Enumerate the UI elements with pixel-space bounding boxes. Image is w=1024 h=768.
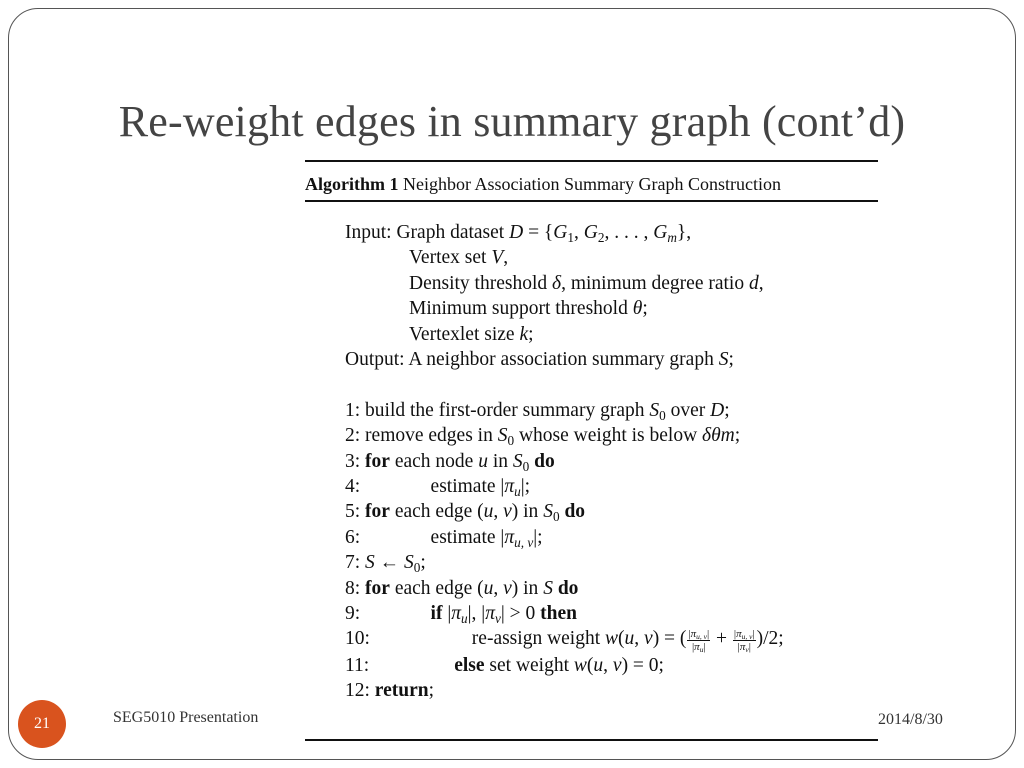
step-7: 7: S ← $S_0$; bbox=[345, 552, 426, 576]
step-2: 2: remove edges in $S_0$ whose weight is below δθm; bbox=[345, 425, 741, 449]
footer-presentation-title: SEG5010 Presentation bbox=[113, 709, 259, 726]
input-line-3: Minimum support threshold θ; bbox=[409, 298, 648, 320]
input-line-2: Density threshold δ, minimum degree ratio d, bbox=[409, 272, 764, 294]
step-8: 8: for each edge (u, v) in S do bbox=[345, 577, 579, 599]
algorithm-header bbox=[305, 162, 878, 200]
step-9: 9: if $|\pi_u|$, $|\pi_v| > 0$ then bbox=[345, 603, 578, 627]
fraction-v: $\frac{|\pi_{u, v}|}{|\pi_v|}$ bbox=[733, 627, 755, 654]
algorithm-box bbox=[305, 160, 878, 703]
algorithm-label: Algorithm 1 bbox=[305, 174, 399, 194]
slide-title: Re-weight edges in summary graph (cont’d) bbox=[118, 97, 906, 146]
step-10: 10: re-assign weight w(u, v) = ( $\frac{|\pi_{u, v}|}{|\pi_u|}$ + $\frac{|\pi_{u, v}|}{|\pi_v|}$ )/2; bbox=[345, 627, 784, 654]
fraction-u: $\frac{|\pi_{u, v}|}{|\pi_u|}$ bbox=[688, 627, 710, 654]
algorithm-name: Neighbor Association Summary Graph Construction bbox=[403, 174, 781, 194]
output-line: Output: A neighbor association summary graph S; bbox=[345, 349, 734, 371]
step-5: 5: for each edge (u, v) in $S_0$ do bbox=[345, 501, 586, 525]
step-4: 4: estimate $|\pi_u|$; bbox=[345, 476, 531, 500]
step-6: 6: estimate $|\pi_{u, v}|$; bbox=[345, 526, 543, 550]
input-line-1: Vertex set V, bbox=[409, 247, 509, 269]
blank-spacer bbox=[345, 372, 878, 397]
output-label: Output: bbox=[345, 349, 405, 371]
input-label: Input: bbox=[345, 222, 392, 243]
input-line-0: Input: Graph dataset $D = \{G_1$, $G_2$, . . . , $G_m$}, bbox=[345, 222, 692, 245]
input-line-4: Vertexlet size k; bbox=[409, 323, 534, 345]
step-1: 1: build the first-order summary graph $S_0$ over D; bbox=[345, 399, 730, 423]
slide-number-badge: 21 bbox=[18, 700, 66, 748]
algorithm-body bbox=[345, 202, 878, 703]
step-11: 11: else set weight w(u, v) = 0; bbox=[345, 654, 664, 676]
algorithm-bottom-rule bbox=[305, 739, 878, 741]
footer-date: 2014/8/30 bbox=[878, 711, 943, 728]
step-3: 3: for each node u in $S_0$ do bbox=[345, 450, 555, 474]
step-12: 12: return; bbox=[345, 679, 435, 701]
